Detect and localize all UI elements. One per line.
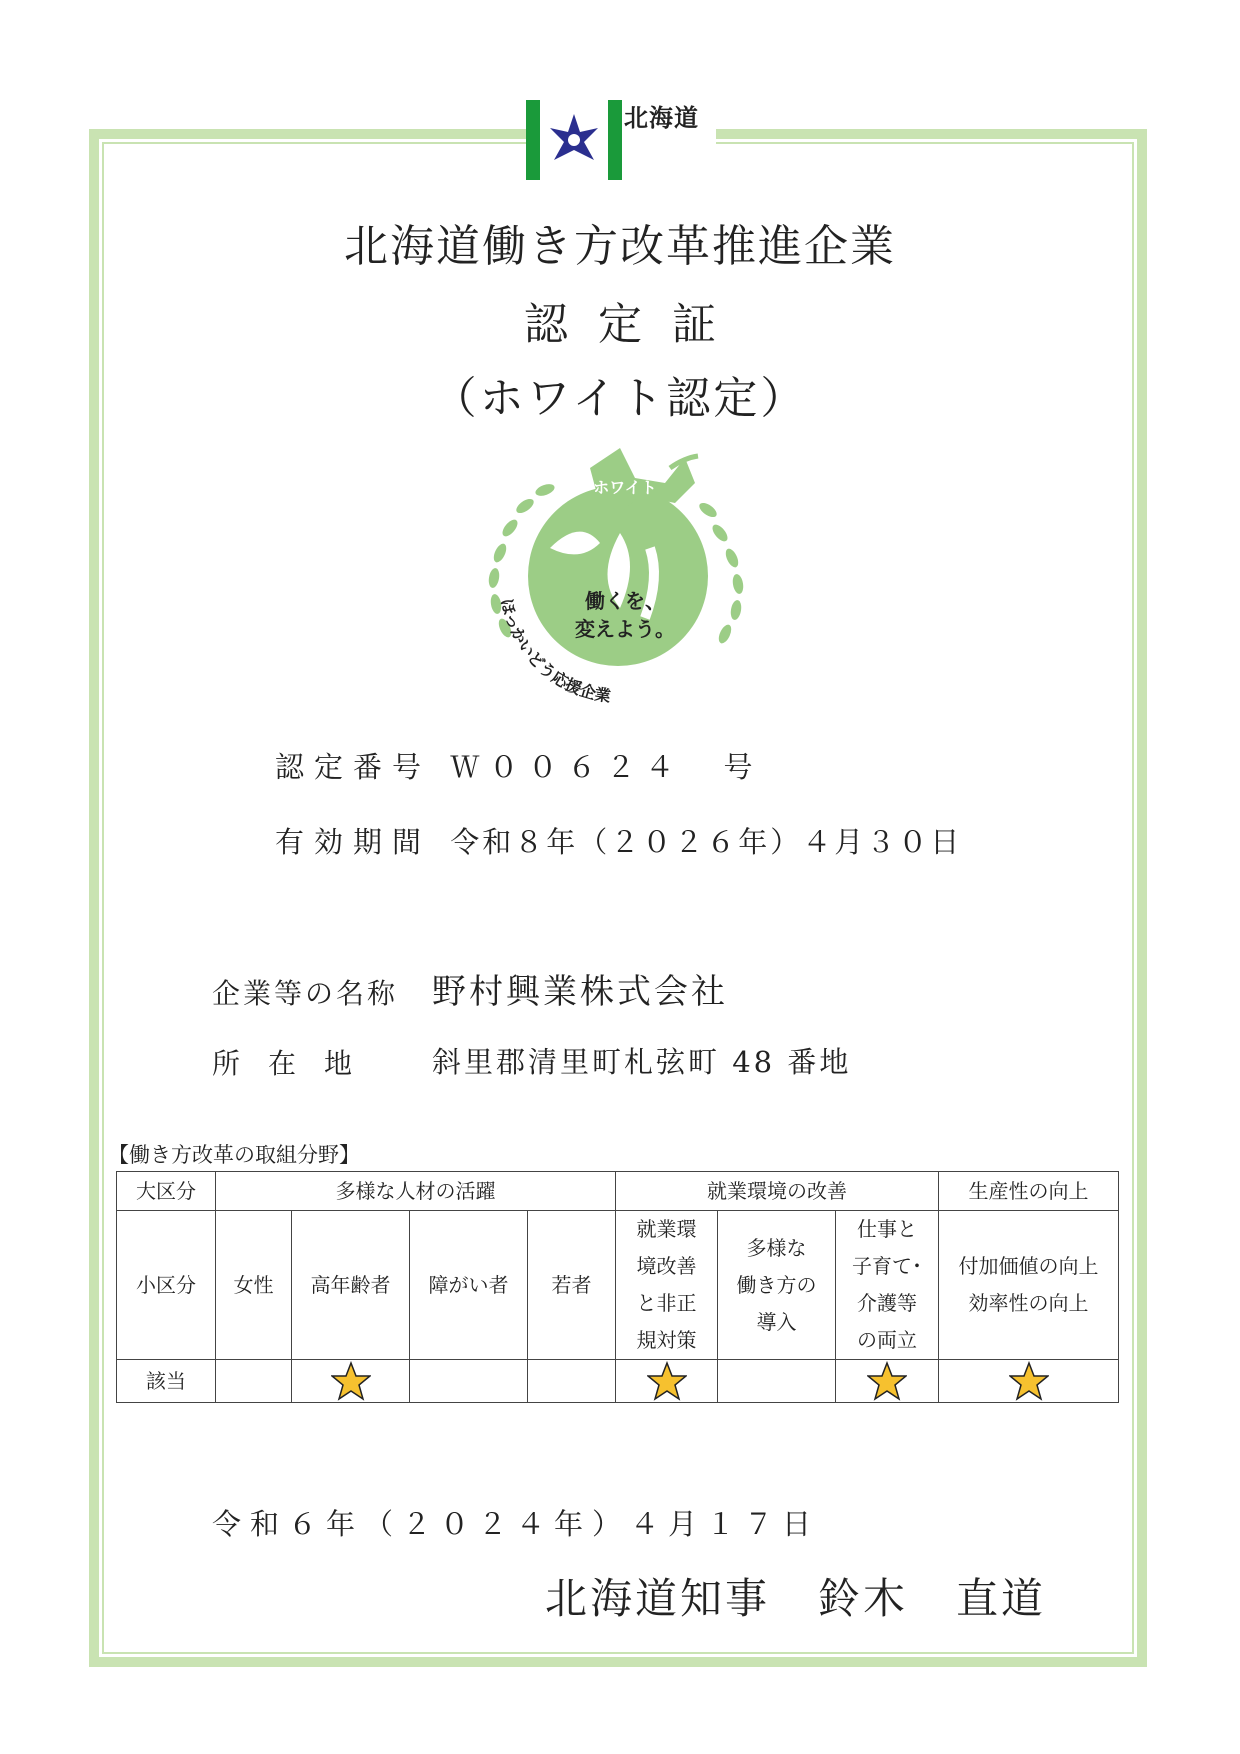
certificate-number-row — [275, 745, 762, 786]
minor-category-cell — [939, 1211, 1119, 1360]
minor-category-line: 効率性の向上 — [968, 1291, 1089, 1315]
minor-category-line: と非正 — [636, 1291, 697, 1315]
governor-title: 北海道知事 — [545, 1574, 771, 1623]
star-icon — [1009, 1361, 1049, 1401]
logo-slogan-line2: 変えよう。 — [575, 617, 675, 641]
issue-date: 令和６年（２０２４年）４月１７日 — [212, 1507, 821, 1541]
applicable-cell — [718, 1360, 836, 1403]
minor-category-line: 境改善 — [636, 1254, 697, 1278]
applicable-cell — [836, 1360, 939, 1403]
minor-category-line: 仕事と — [857, 1217, 917, 1241]
star-icon — [647, 1361, 687, 1401]
minor-category-cell: 障がい者 — [410, 1211, 528, 1360]
certificate-type: 認定証 — [524, 299, 746, 350]
logo-slogan-line1: 働くを、 — [585, 589, 665, 613]
validity-label: 有効期間 — [275, 825, 432, 859]
hokkaido-emblem — [526, 96, 716, 182]
minor-category-line: 就業環 — [636, 1217, 697, 1241]
applicable-cell — [939, 1360, 1119, 1403]
minor-category-line: の両立 — [857, 1328, 917, 1352]
certificate-number-value: Ｗ００６２４ — [450, 750, 685, 784]
minor-category-cell — [616, 1211, 718, 1360]
logo-ring-text: ほっかいどう応援企業 — [497, 596, 612, 706]
minor-category-cell: 高年齢者 — [292, 1211, 410, 1360]
hokkaido-flag-icon — [526, 100, 622, 180]
minor-category-line: 付加価値の向上 — [958, 1254, 1099, 1278]
applicable-cell — [616, 1360, 718, 1403]
address-label: 所在地 — [212, 1047, 381, 1080]
applicable-cell — [410, 1360, 528, 1403]
applicable-cell — [292, 1360, 410, 1403]
areas-table-caption: 【働き方改革の取組分野】 — [108, 1143, 360, 1167]
applicable-cell — [216, 1360, 292, 1403]
major-category-productivity: 生産性の向上 — [939, 1172, 1119, 1211]
major-category-label: 大区分 — [117, 1172, 216, 1211]
minor-category-cell — [718, 1211, 836, 1360]
certificate-number-label: 認定番号 — [275, 750, 432, 784]
governor-signature-line — [545, 1566, 1046, 1626]
validity-value: 令和８年（２０２６年）４月３０日 — [450, 825, 963, 859]
certificate-title: 北海道働き方改革推進企業 — [344, 221, 896, 272]
star-icon — [331, 1361, 371, 1401]
logo-badge-text: ホワイト — [593, 478, 657, 497]
minor-category-line: 規対策 — [636, 1328, 697, 1352]
minor-category-cell: 若者 — [528, 1211, 616, 1360]
validity-row — [275, 820, 962, 861]
applicable-cell — [528, 1360, 616, 1403]
minor-category-cell: 女性 — [216, 1211, 292, 1360]
governor-surname: 鈴木 — [818, 1574, 909, 1623]
minor-category-line: 多様な — [746, 1235, 807, 1260]
emblem-label: 北海道 — [624, 104, 699, 132]
company-name-label: 企業等の名称 — [212, 977, 399, 1010]
minor-category-label: 小区分 — [117, 1211, 216, 1360]
applicable-label: 該当 — [117, 1360, 216, 1403]
minor-category-line: 子育て･ — [852, 1254, 922, 1278]
company-name: 野村興業株式会社 — [432, 972, 728, 1012]
minor-category-line: 介護等 — [857, 1291, 917, 1315]
address-value: 斜里郡清里町札弦町 48 番地 — [432, 1045, 852, 1079]
major-category-diverse-talent: 多様な人材の活躍 — [216, 1172, 616, 1211]
minor-category-line: 導入 — [756, 1309, 797, 1334]
certificate-subtype: （ホワイト認定） — [432, 373, 808, 424]
minor-category-cell — [836, 1211, 939, 1360]
star-icon — [867, 1361, 907, 1401]
white-certification-logo — [470, 438, 770, 708]
certificate-number-suffix: 号 — [723, 750, 763, 784]
major-category-work-environment: 就業環境の改善 — [616, 1172, 939, 1211]
governor-given-name: 直道 — [956, 1574, 1047, 1623]
areas-table — [116, 1171, 1119, 1403]
minor-category-line: 働き方の — [736, 1272, 817, 1297]
